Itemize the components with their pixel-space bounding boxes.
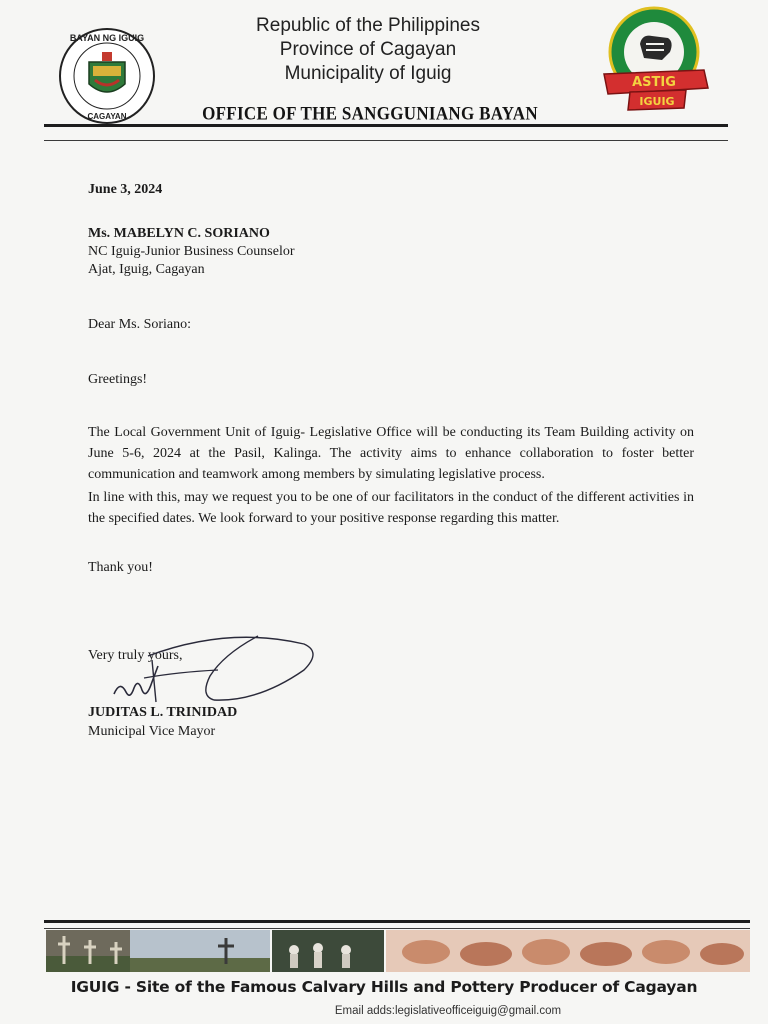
- header-rule-thin: [44, 140, 728, 141]
- svg-text:ASTIG: ASTIG: [632, 75, 676, 90]
- letterhead-address: [200, 14, 536, 86]
- thanks-line: Thank you!: [88, 560, 153, 575]
- svg-text:IGUIG: IGUIG: [639, 95, 675, 108]
- signatory-title: Municipal Vice Mayor: [88, 724, 216, 739]
- municipal-seal-logo: [52, 26, 162, 126]
- province-line: Province of Cagayan: [279, 39, 457, 60]
- office-title: OFFICE OF THE SANGGUNIANG BAYAN: [202, 102, 538, 125]
- recipient-address: Ajat, Iguig, Cagayan: [88, 262, 205, 277]
- salutation: Dear Ms. Soriano:: [88, 317, 192, 332]
- country-line: Republic of the Philippines: [256, 15, 480, 36]
- recipient-title: NC Iguig-Junior Business Counselor: [88, 244, 295, 259]
- body-paragraph-1: The Local Government Unit of Iguig- Legislative Office will be conducting its Team Building activity on June 5-6, 2024 at the Pasil, Kalinga. The activity aims to enhance collaboration to foster better communication and teamwork among members by simulating legislative process.: [88, 425, 694, 482]
- astig-iguig-logo: [590, 4, 718, 116]
- svg-text:CAGAYAN: CAGAYAN: [87, 112, 127, 121]
- body-paragraph-2: In line with this, may we request you to be one of our facilitators in the conduct of the different activities in the specified dates. We look forward to your positive response regarding this matter.: [88, 490, 694, 526]
- svg-text:BAYAN NG IGUIG: BAYAN NG IGUIG: [69, 33, 145, 43]
- footer-photo-strip: [46, 930, 750, 972]
- letter-date: June 3, 2024: [88, 182, 163, 197]
- greeting: Greetings!: [88, 372, 148, 387]
- footer-rule-thin: [44, 928, 750, 929]
- header-rule: [44, 124, 728, 127]
- recipient-name: Ms. MABELYN C. SORIANO: [88, 226, 270, 241]
- municipality-line: Municipality of Iguig: [284, 63, 452, 84]
- closing-line: Very truly yours,: [88, 648, 183, 663]
- footer-rule: [44, 920, 750, 923]
- signatory-name: JUDITAS L. TRINIDAD: [88, 705, 238, 720]
- footer-email: Email adds:legislativeofficeiguig@gmail.com: [334, 1005, 562, 1017]
- footer-tagline: IGUIG - Site of the Famous Calvary Hills and Pottery Producer of Cagayan: [70, 978, 698, 996]
